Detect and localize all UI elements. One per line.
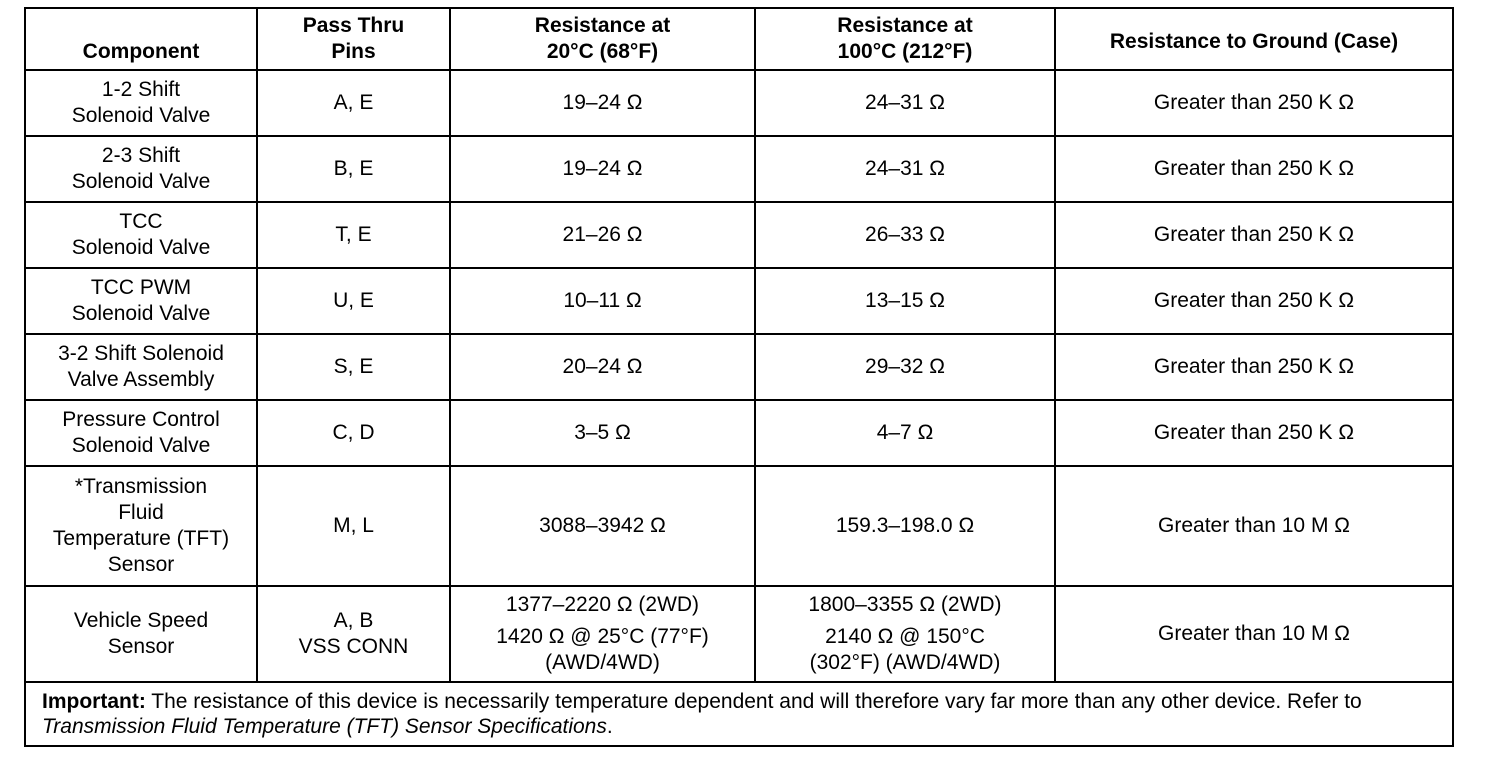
pins-cell-line: A, B [333,609,374,632]
ground-resistance-cell: Greater than 250 K Ω [1055,268,1453,334]
pins-cell [257,202,450,268]
pins-cell [257,400,450,466]
resistance-100c-cell-line: 4–7 Ω [876,421,934,444]
resistance-100c-cell-line: 24–31 Ω [865,157,945,180]
component-cell-line: Sensor [107,635,175,658]
component-cell-line: *Transmission [74,475,208,498]
resistance-20c-header [450,8,755,70]
resistance-20c-cell [450,202,755,268]
component-cell-line: Solenoid Valve [71,104,211,127]
component-cell-line: 3-2 Shift Solenoid [58,342,224,365]
note-text: The resistance of this device is necessarily temperature dependent and will therefore vary far more than any other device. Refer to [145,690,1362,713]
resistance-20c-cell [450,136,755,202]
component-header [25,8,257,70]
ground-resistance-cell: Greater than 10 M Ω [1055,466,1453,586]
resistance-100c-cell-line: 2140 Ω @ 150°C [825,625,985,648]
resistance-20c-cell-line: 3–5 Ω [574,421,631,444]
resistance-100c-cell [755,586,1055,682]
resistance-100c-header-line: Resistance at [837,14,973,37]
component-cell [25,202,257,268]
resistance-100c-cell [755,400,1055,466]
resistance-20c-cell-line: 19–24 Ω [562,157,643,180]
resistance-100c-cell [755,202,1055,268]
pins-cell-line: VSS CONN [298,635,409,658]
table-row [25,400,1453,466]
table-body [25,70,1453,682]
component-cell-line: Fluid [118,501,164,524]
pins-cell [257,136,450,202]
component-cell-line: Solenoid Valve [71,302,211,325]
component-cell-line: TCC [119,210,163,233]
pins-cell-line: B, E [333,157,374,180]
table-row [25,334,1453,400]
table-row [25,268,1453,334]
component-cell-line: 1-2 Shift [101,78,181,101]
resistance-20c-header-line: Resistance at [534,14,671,37]
component-cell [25,586,257,682]
pins-cell [257,586,450,682]
resistance-20c-cell-line: 3088–3942 Ω [539,514,666,537]
resistance-100c-cell-line: 26–33 Ω [865,223,945,246]
resistance-20c-cell-line: 21–26 Ω [562,223,643,246]
pins-header [257,8,450,70]
table-row [25,586,1453,682]
ground-resistance-header-line: Resistance to Ground (Case) [1109,30,1399,53]
resistance-100c-cell-line: 1800–3355 Ω (2WD) [808,593,1002,616]
component-cell-line: Solenoid Valve [71,170,211,193]
resistance-100c-cell-line: 13–15 Ω [865,289,945,312]
resistance-20c-cell [450,400,755,466]
component-cell [25,466,257,586]
component-cell [25,400,257,466]
header-row [25,8,1453,70]
pins-header-line: Pass Thru [302,14,405,37]
resistance-100c-cell [755,136,1055,202]
note-label: Important: [42,690,146,713]
resistance-100c-cell-line: (302°F) (AWD/4WD) [809,651,1001,674]
table-row [25,202,1453,268]
resistance-100c-header [755,8,1055,70]
ground-resistance-cell: Greater than 10 M Ω [1055,586,1453,682]
resistance-20c-cell-line: 1377–2220 Ω (2WD) [505,593,700,616]
table-row [25,136,1453,202]
component-cell [25,70,257,136]
component-cell-line: Solenoid Valve [71,236,211,259]
component-cell-line: Valve Assembly [67,368,215,391]
resistance-20c-cell-line: 1420 Ω @ 25°C (77°F) [496,625,709,648]
pins-cell-line: C, D [332,421,375,444]
component-cell [25,268,257,334]
pins-cell [257,466,450,586]
table-row [25,466,1453,586]
resistance-100c-cell-line: 24–31 Ω [865,91,945,114]
resistance-20c-header-line: 20°C (68°F) [546,40,659,63]
resistance-20c-cell [450,268,755,334]
pins-cell-line: M, L [333,514,374,537]
important-note [25,682,1453,746]
resistance-20c-cell-line: (AWD/4WD) [545,651,660,674]
pins-cell-line: U, E [333,289,374,312]
component-header-line: Component [82,40,200,63]
pins-cell-line: S, E [333,355,374,378]
resistance-20c-cell [450,70,755,136]
component-cell-line: 2-3 Shift [101,144,181,167]
resistance-spec-table [24,7,1454,747]
resistance-20c-cell-line: 10–11 Ω [563,289,642,312]
component-cell-line: Vehicle Speed [73,609,209,632]
component-cell-line: TCC PWM [90,276,192,299]
pins-header-line: Pins [331,40,376,63]
resistance-100c-cell [755,466,1055,586]
resistance-20c-cell [450,466,755,586]
component-cell-line: Solenoid Valve [71,434,211,457]
ground-resistance-cell: Greater than 250 K Ω [1055,136,1453,202]
pins-cell [257,70,450,136]
component-cell [25,136,257,202]
ground-resistance-cell: Greater than 250 K Ω [1055,334,1453,400]
resistance-20c-cell-line: 20–24 Ω [562,355,643,378]
resistance-100c-cell [755,334,1055,400]
pins-cell [257,268,450,334]
resistance-20c-cell-line: 19–24 Ω [562,91,643,114]
component-cell-line: Sensor [107,553,175,576]
note-reference: Transmission Fluid Temperature (TFT) Sensor Specifications [42,715,607,738]
ground-resistance-header [1055,8,1453,70]
ground-resistance-cell: Greater than 250 K Ω [1055,400,1453,466]
resistance-20c-cell [450,334,755,400]
pins-cell [257,334,450,400]
component-cell-line: Pressure Control [62,408,220,431]
ground-resistance-cell: Greater than 250 K Ω [1055,202,1453,268]
resistance-20c-cell [450,586,755,682]
pins-cell-line: A, E [333,91,374,114]
resistance-100c-header-line: 100°C (212°F) [837,40,973,63]
resistance-100c-cell-line: 29–32 Ω [865,355,945,378]
pins-cell-line: T, E [335,223,372,246]
resistance-100c-cell [755,268,1055,334]
resistance-100c-cell-line: 159.3–198.0 Ω [835,514,975,537]
note-end: . [606,715,613,738]
ground-resistance-cell: Greater than 250 K Ω [1055,70,1453,136]
note-row [25,682,1453,746]
component-cell [25,334,257,400]
component-cell-line: Temperature (TFT) [52,527,230,550]
resistance-100c-cell [755,70,1055,136]
table-row [25,70,1453,136]
